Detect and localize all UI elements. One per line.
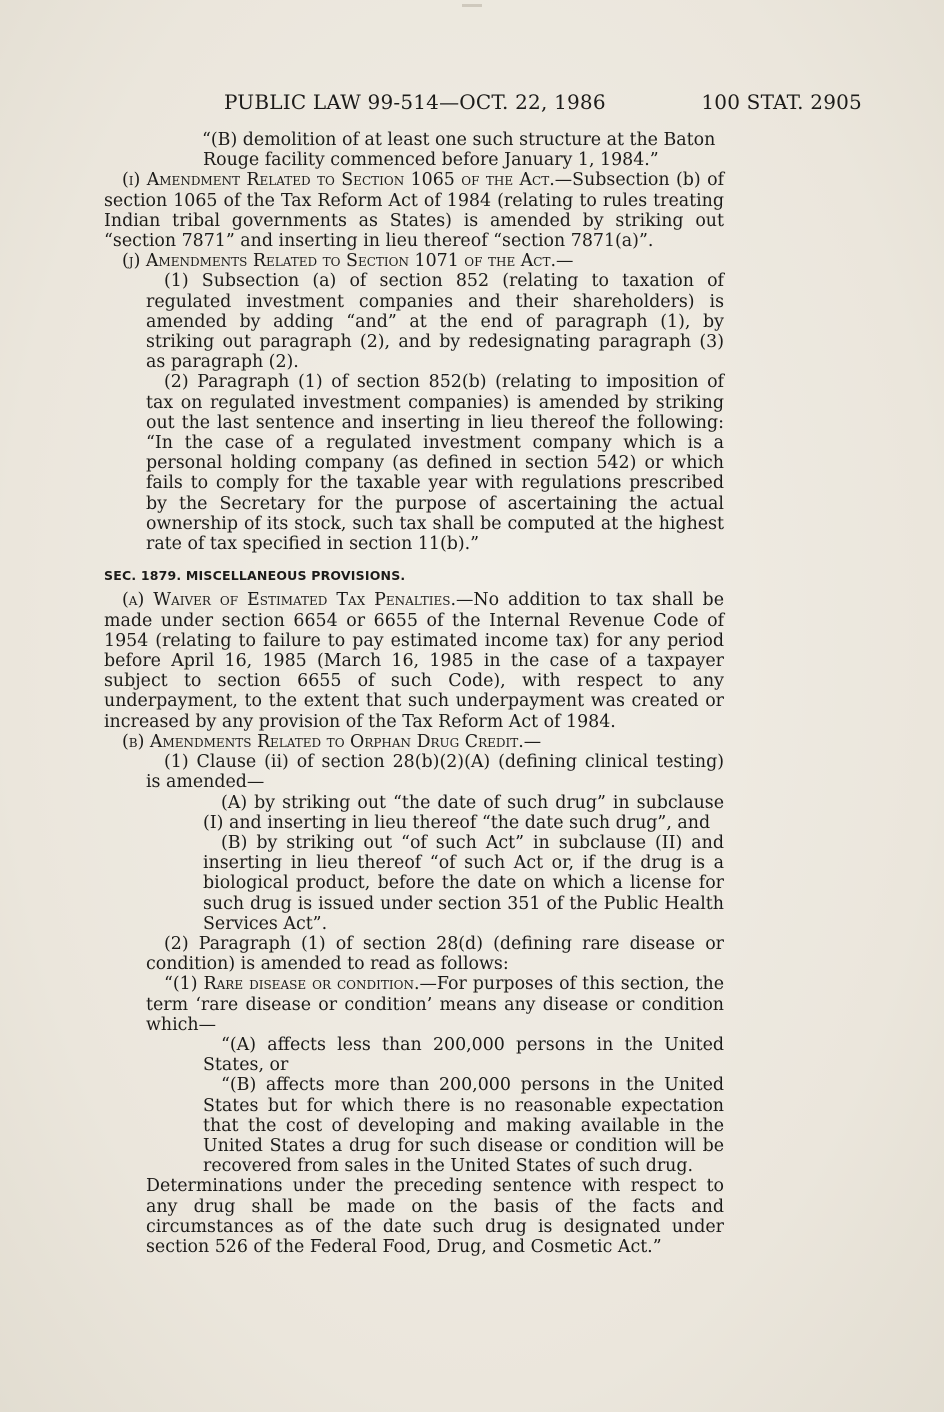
paragraph-j1: (1) Subsection (a) of section 852 (relating to taxation of regulated investment companies and their shareholders) is amended by adding “and” at the end of paragraph (1), by striking out paragraph (2), and by redesignating paragraph (3) as paragraph (2).: [146, 271, 724, 373]
subsection-i-text: —Subsection (b) of section 1065 of the Tax Reform Act of 1984 (relating to rules treating Indian tribal governments as States) is amended by striking out “section 7871” and inserting in lieu thereof “section 7871(a)”.: [104, 170, 725, 252]
subsection-a-text: —No addition to tax shall be made under section 6654 or 6655 of the Internal Revenue Code of 1954 (relating to failure to pay estimated income tax) for any period before April 16, 1985 (March 16, 1985 in the case of a taxpayer subject to section 6655 of such Code), with respect to any underpayment, to the extent that such underpayment was created or increased by any provision of the Tax Reform Act of 1984.: [104, 590, 724, 732]
subsection-j-label: (j) Amendments Related to Section 1071 of the Act.: [122, 251, 557, 272]
paragraph-b1: (1) Clause (ii) of section 28(b)(2)(A) (defining clinical testing) is amended—: [146, 752, 724, 793]
section-1879-heading: SEC. 1879. MISCELLANEOUS PROVISIONS.: [104, 568, 406, 584]
paragraph-j2: (2) Paragraph (1) of section 852(b) (relating to imposition of tax on regulated investment companies) is amended by striking out the last sentence and inserting in lieu thereof the following: “In the case of a regulated investment company which is a personal holding company (as defined in section 542) or which fails to comply for the taxable year with regulations prescribed by the Secretary for the purpose of ascertaining the actual ownership of its stock, such tax shall be computed at the highest rate of tax specified in section 11(b).”: [146, 372, 724, 555]
quoted-rare-disease-b: “(B) affects more than 200,000 persons in the United States but for which there is no reasonable expectation that the cost of developing and making available in the United States a drug for such disease or condition will be recovered from sales in the United States of such drug.: [203, 1075, 724, 1177]
subsection-b-dash: —: [523, 731, 542, 752]
document-body: [104, 130, 724, 1257]
rare-disease-heading: “(1) Rare disease or condition.: [164, 974, 420, 995]
quoted-rare-disease-a: “(A) affects less than 200,000 persons in the United States, or: [203, 1034, 724, 1076]
subsection-a-heading: (a) Waiver of Estimated Tax Penalties.: [122, 590, 456, 611]
determinations-paragraph: Determinations under the preceding sentence with respect to any drug shall be made on the basis of the facts and circumstances as of the date such drug is designated under section 526 of the Federal Food, Drug, and Cosmetic Act.”: [146, 1176, 724, 1257]
subparagraph-b1a: (A) by striking out “the date of such drug” in subclause (I) and inserting in lieu thereof “the date such drug”, and: [203, 792, 724, 833]
subsection-a: [104, 590, 724, 731]
rare-disease-text: —For purposes of this section, the term ‘rare disease or condition’ means any disease or condition which—: [146, 974, 724, 1035]
header-title: PUBLIC LAW 99-514—OCT. 22, 1986: [224, 90, 606, 114]
subparagraph-b1b: (B) by striking out “of such Act” in subclause (II) and inserting in lieu thereof “of such Act or, if the drug is a biological product, before the date on which a license for such drug is issued under section 351 of the Public Health Services Act”.: [203, 832, 724, 934]
quoted-rare-disease: [104, 974, 724, 1035]
quote-b-line-2: [104, 150, 724, 170]
subsection-b-label: (b) Amendments Related to Orphan Drug Credit.: [122, 731, 524, 752]
header-stat-page: 100 STAT. 2905: [701, 90, 862, 114]
subsection-j-heading: [104, 251, 724, 271]
paragraph-b2: (2) Paragraph (1) of section 28(d) (defining rare disease or condition) is amended to read as follows:: [146, 933, 724, 975]
quote-b-line-1: [104, 130, 724, 150]
subsection-i-heading: (i) Amendment Related to Section 1065 of the Act.: [122, 170, 555, 191]
quote-b-text-1: “(B) demolition of at least one such structure at the Baton: [202, 130, 716, 150]
subsection-i: [104, 170, 724, 251]
quote-b-text-2: Rouge facility commenced before January 1, 1984.”: [203, 150, 659, 171]
subsection-b-heading: [104, 732, 724, 752]
scan-mark: [462, 4, 482, 7]
subsection-j-dash: —: [556, 251, 574, 272]
page-header: [104, 90, 862, 120]
